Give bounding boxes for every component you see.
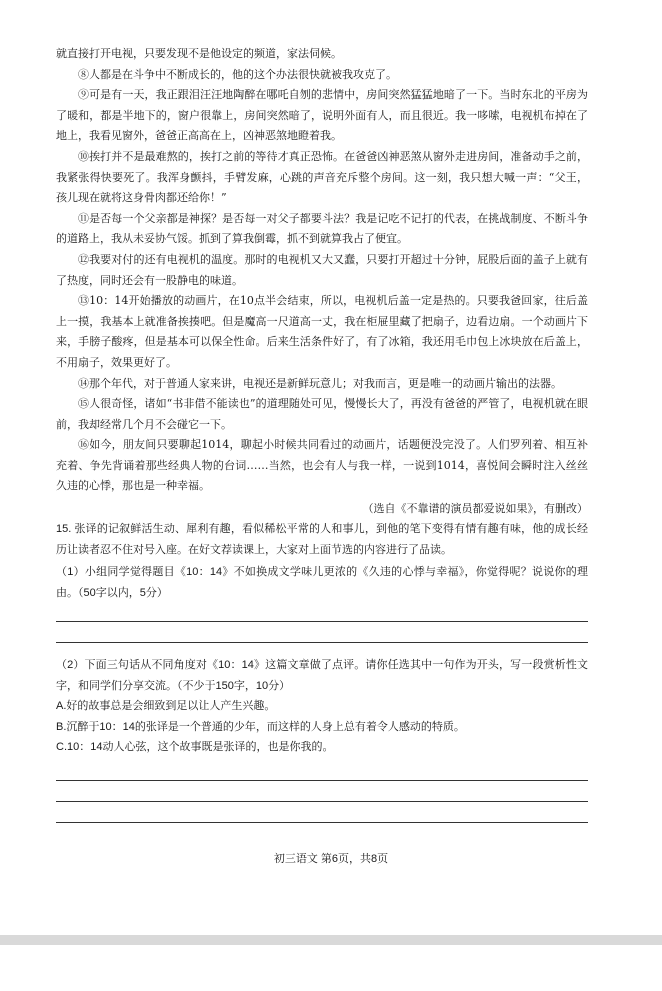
page-footer: 初三语文 第6页，共8页 bbox=[273, 853, 389, 865]
passage-paragraph: ⑫我要对付的还有电视机的温度。那时的电视机又大又蠢，只要打开超过十分钟，屁股后面的盖子上就有了热度，同时还会有一股静电的味道。 bbox=[56, 252, 588, 287]
option-a: A.好的故事总是会细致到足以让人产生兴趣。 bbox=[56, 700, 276, 713]
passage-paragraph: ⑨可是有一天，我正跟泪汪汪地陶醉在哪吒自刎的悲情中，房间突然猛猛地暗了一下。当时东北的平房为了暖和，都是半地下的，窗户很靠上，房间突然暗了，说明外面有人，而且很近。我一哆嗦，电视机布掉在了地上，我看见窗外，爸爸正高高在上，凶神恶煞地瞪着我。 bbox=[56, 88, 588, 143]
reading-passage bbox=[56, 44, 588, 497]
answer-line[interactable] bbox=[56, 621, 588, 622]
answer-line[interactable] bbox=[56, 780, 588, 781]
passage-paragraph: ⑭那个年代，对于普通人家来讲，电视还是新鲜玩意儿；对我而言，更是唯一的动画片输出的法器。 bbox=[78, 376, 562, 390]
answer-line[interactable] bbox=[56, 822, 588, 823]
page-content bbox=[56, 44, 588, 823]
passage-paragraph: ⑬10：14开始播放的动画片，在10点半会结束，所以，电视机后盖一定是热的。只要我爸回家，往后盖上一摸，我基本上就准备挨揍吧。但是魔高一尺道高一丈，我在柜屉里藏了把扇子，边看边扇。一个动画片下来，手膀子酸疼，但是基本可以保全性命。后来生活条件好了，有了冰箱，我还用毛巾包上冰块放在后盖上，不用扇子，效果更好了。 bbox=[56, 294, 588, 369]
question-15-stem: 15. 张译的记叙鲜活生动、犀利有趣，看似稀松平常的人和事儿，到他的笔下变得有情有趣有味，他的成长经历让读者忍不住对号入座。在好文荐读课上，大家对上面节选的内容进行了品读。 bbox=[56, 523, 588, 556]
answer-line[interactable] bbox=[56, 801, 588, 802]
question-15-part-1: （1）小组同学觉得题目《10：14》不如换成文学味儿更浓的《久违的心悸与幸福》，你觉得呢？说说你的理由。（50字以内，5分） bbox=[56, 566, 588, 599]
passage-paragraph: ⑩挨打并不是最难熬的，挨打之前的等待才真正恐怖。在爸爸凶神恶煞从窗外走进房间，准备动手之前，我紧张得快要死了。我浑身颤抖，手臂发麻，心跳的声音充斥整个房间。这一刻，我只想大喊一声：“父王，孩儿现在就将这身骨肉都还给你！” bbox=[56, 149, 588, 205]
passage-paragraph: 就直接打开电视，只要发现不是他设定的频道，家法伺候。 bbox=[56, 47, 342, 60]
question-15-part-2: （2）下面三句话从不同角度对《10：14》这篇文章做了点评。请你任选其中一句作为开头，写一段赏析性文字，和同学们分享交流。（不少于150字，10分） bbox=[56, 659, 588, 692]
passage-paragraph: ⑯如今，朋友间只要聊起1014，聊起小时候共同看过的动画片，话题便没完没了。人们罗列着、相互补充着、争先背诵着那些经典人物的台词……当然，也会有人与我一样，一说到1014，喜悦间会瞬时注入丝丝久违的心悸，那也是一种幸福。 bbox=[56, 438, 588, 493]
option-b: B.沉醉于10：14的张译是一个普通的少年，而这样的人身上总有着令人感动的特质。 bbox=[56, 720, 465, 733]
option-c: C.10：14动人心弦，这个故事既是张译的，也是你我的。 bbox=[56, 741, 334, 754]
answer-line[interactable] bbox=[56, 642, 588, 643]
passage-paragraph: ⑧人都是在斗争中不断成长的，他的这个办法很快就被我攻克了。 bbox=[78, 67, 397, 81]
passage-paragraph: ⑮人很奇怪，诸如“书非借不能读也”的道理随处可见，慢慢长大了，再没有爸爸的严管了，电视机就在眼前，我却经常几个月不会碰它一下。 bbox=[56, 397, 588, 431]
page-separator bbox=[0, 935, 662, 945]
question-15-options bbox=[56, 696, 588, 758]
passage-paragraph: ⑪是否每一个父亲都是神探？是否每一对父子都要斗法？我是记吃不记打的代表，在挑战制度、不断斗争的道路上，我从未妥协气馁。抓到了算我倒霉，抓不到就算我占了便宜。 bbox=[56, 211, 588, 246]
passage-source: （选自《不靠谱的演员都爱说如果》，有删改） bbox=[362, 502, 588, 516]
